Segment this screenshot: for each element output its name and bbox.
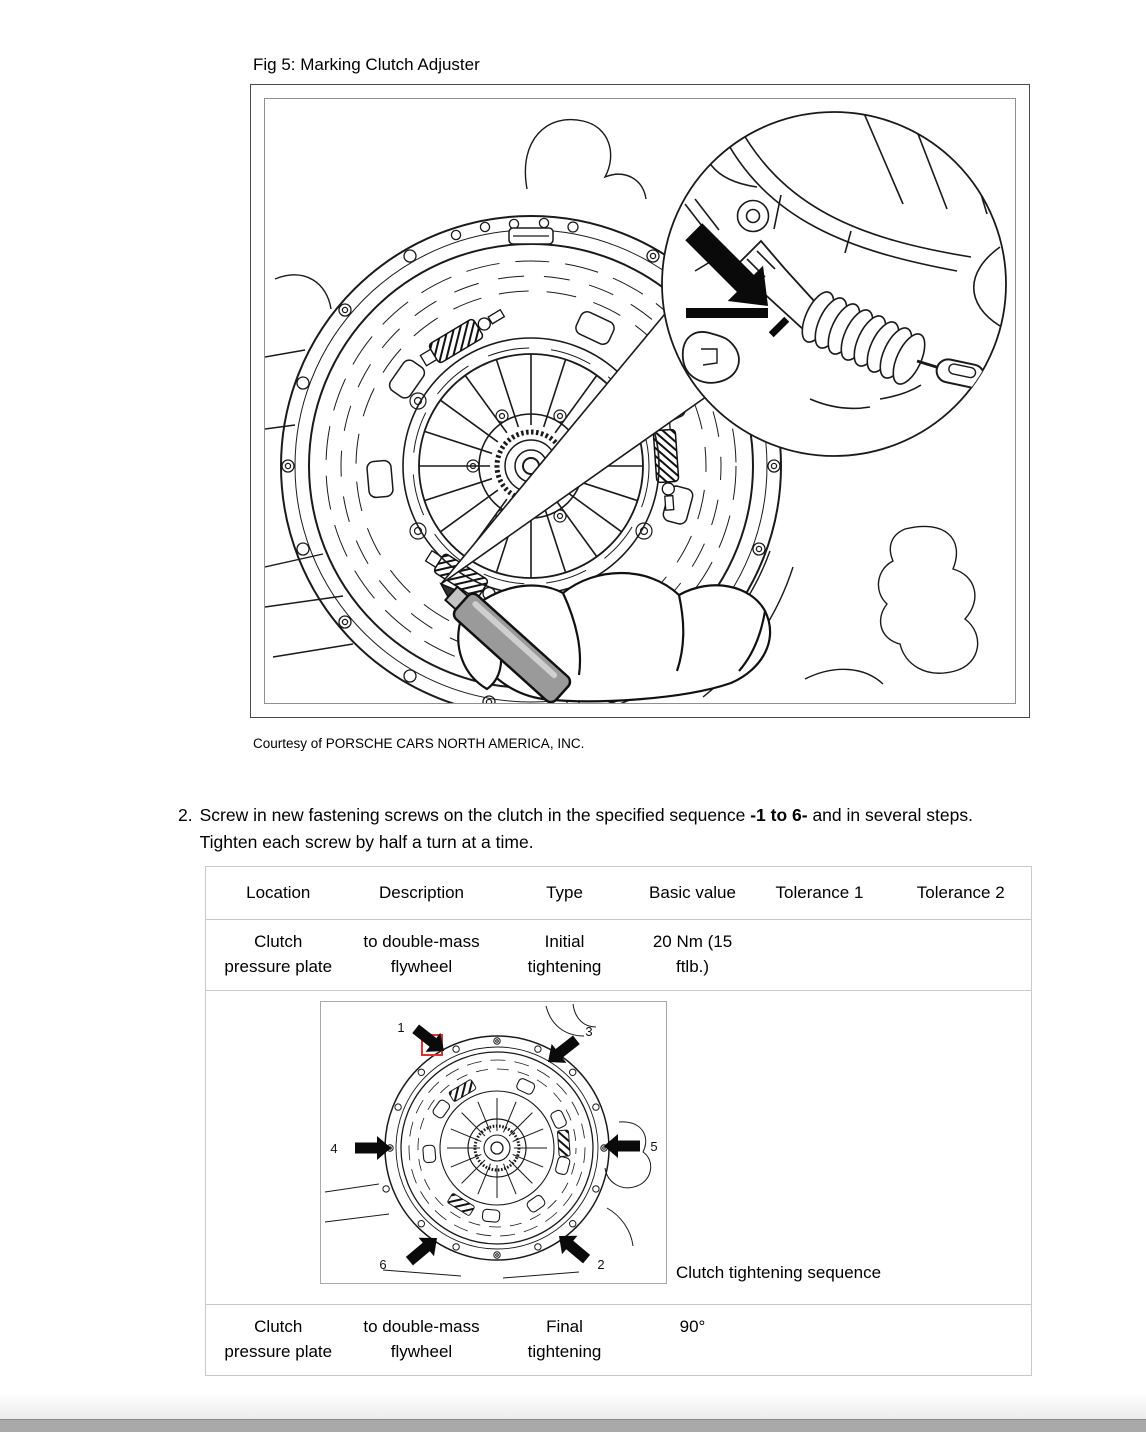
cell-tolerance-1 — [749, 1305, 891, 1376]
figure-frame — [250, 84, 1030, 718]
table-header-row — [206, 867, 1032, 920]
horizontal-scrollbar[interactable] — [0, 1419, 1146, 1432]
tightening-sequence-illustration — [321, 1002, 666, 1283]
cell-description: to double-mass flywheel — [363, 1317, 480, 1361]
col-header-tolerance-1: Tolerance 1 — [775, 883, 864, 902]
cell-location: Clutch pressure plate — [224, 932, 333, 976]
arrow-2-icon — [551, 1227, 594, 1269]
figure-inner-frame — [264, 98, 1016, 704]
figure-title: Fig 5: Marking Clutch Adjuster — [253, 55, 480, 74]
page-bottom-fade — [0, 1392, 1146, 1420]
label-2: 2 — [597, 1257, 605, 1272]
label-3: 3 — [585, 1024, 593, 1039]
table-row-sequence-image — [206, 991, 1032, 1305]
torque-spec-table — [205, 866, 1032, 1376]
label-6: 6 — [379, 1257, 387, 1272]
table-row-initial-tightening — [206, 920, 1032, 991]
col-header-tolerance-2: Tolerance 2 — [916, 883, 1005, 902]
sequence-range-bold: -1 to 6- — [750, 805, 808, 825]
sequence-caption: Clutch tightening sequence — [676, 1263, 882, 1282]
step-text: Screw in new fastening screws on the clutch in the specified sequence -1 to 6- and in several steps. Tighten each screw by half a turn at a time. — [199, 805, 973, 852]
col-header-basic-value: Basic value — [649, 883, 736, 902]
arrow-3-icon — [541, 1030, 584, 1071]
cell-type: Final tightening — [527, 1317, 602, 1361]
step-2-instruction — [178, 802, 1032, 856]
cell-basic-value: 20 Nm (15 ftlb.) — [652, 932, 733, 976]
seq-clutch — [383, 1036, 609, 1260]
clutch-marking-illustration — [265, 99, 1015, 703]
col-header-description: Description — [378, 883, 465, 902]
cell-location: Clutch pressure plate — [224, 1317, 333, 1361]
cell-tolerance-1 — [749, 920, 891, 991]
cell-tolerance-2 — [891, 920, 1032, 991]
figure-credit: Courtesy of PORSCHE CARS NORTH AMERICA, INC. — [253, 736, 585, 751]
label-5: 5 — [650, 1139, 658, 1154]
arrow-6-icon — [402, 1229, 445, 1271]
label-4: 4 — [330, 1141, 338, 1156]
cell-basic-value: 90° — [679, 1317, 706, 1336]
table-row-final-tightening — [206, 1305, 1032, 1376]
col-header-type: Type — [546, 883, 583, 902]
step-number: 2. — [178, 805, 193, 825]
tightening-sequence-diagram — [320, 1001, 667, 1284]
cell-description: to double-mass flywheel — [363, 932, 480, 976]
cell-tolerance-2 — [891, 1305, 1032, 1376]
cell-type: Initial tightening — [527, 932, 602, 976]
col-header-location: Location — [246, 883, 311, 902]
label-1: 1 — [397, 1020, 405, 1035]
magnifier-inset — [662, 111, 1015, 456]
